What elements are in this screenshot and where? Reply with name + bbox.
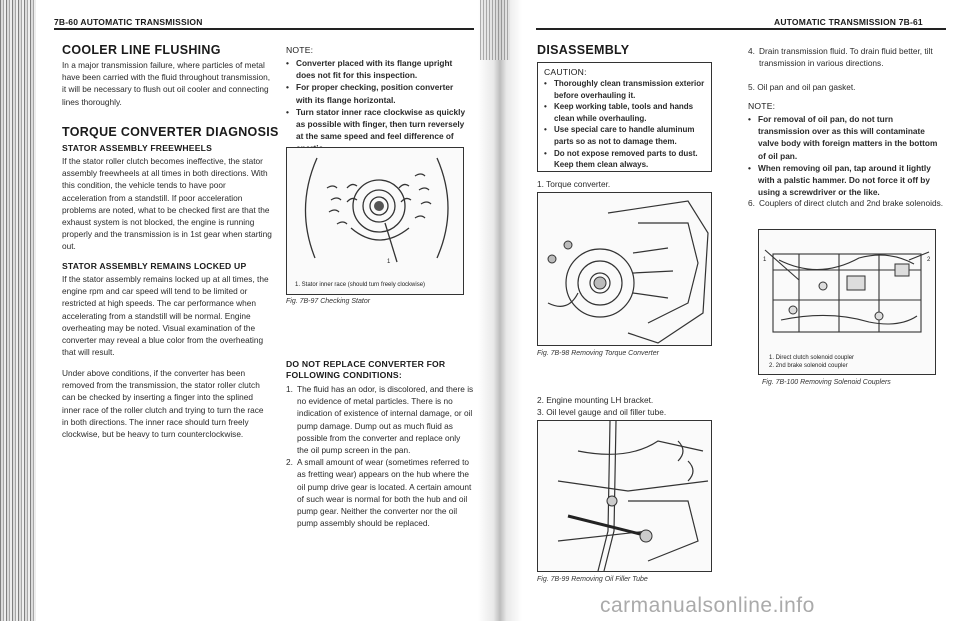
fig100-legend-2: 2. 2nd brake solenoid coupler (769, 363, 848, 369)
step-2: 2. Engine mounting LH bracket. (537, 395, 654, 405)
caution-item: • Do not expose removed parts to dust. Keep them clean always. (544, 148, 705, 171)
left-note-list (286, 57, 472, 155)
do-not-replace-list (286, 383, 474, 529)
step-3: 3. Oil level gauge and oil filler tube. (537, 407, 667, 417)
right-note-item: • When removing oil pan, tap around it lightly with a palstic hammer. Do not force it off by using a screwdriver or the like. (748, 162, 944, 199)
cooler-line-flushing-body: In a major transmission failure, where particles of metal have been carried with the fluid throughout transmission, it will be necessary to flush out oil cooler and connecting lines thoroughly. (62, 60, 271, 107)
item-text: A small amount of wear (sometimes referred to as fretting wear) appears on the hub where the oil pump drive gear is located. A certain amount of such wear is normal for both the hub and oil pump gear. Neither the converter nor the oil pump assembly should be replaced. (297, 457, 472, 529)
watermark: carmanualsonline.info (600, 594, 815, 617)
step-6 (748, 197, 944, 209)
fig100-legend-1: 1. Direct clutch solenoid coupler (769, 355, 855, 361)
left-note-item: • Converter placed with its flange upright does not fit for this inspection. (286, 57, 472, 81)
caution-box (537, 62, 712, 172)
caution-item: • Use special care to handle aluminum parts so as not to damage them. (544, 124, 705, 147)
item-text: Couplers of direct clutch and 2nd brake solenoids. (759, 198, 944, 208)
caution-label: CAUTION: (544, 67, 587, 77)
step-1: 1. Torque converter. (537, 179, 611, 189)
item-text: Drain transmission fluid. To drain fluid better, tilt transmission in various directions. (759, 46, 933, 69)
step-5: 5. Oil pan and oil pan gasket. (748, 82, 856, 92)
item-number: 4. (748, 46, 755, 56)
stator-freewheels-body: If the stator roller clutch becomes ineffective, the stator assembly freewheels at all times in both directions. With this condition, the vehicle tends to have poor acceleration from a standstill. If poor acceleration problems are noted, what to be checked first are that the exhaust system is not blocked, the engine is running properly and the transmission is in 1st gear when starting out. (62, 156, 272, 252)
fig100-callout-1: 1 (763, 257, 767, 263)
torque-converter-illustration (538, 193, 712, 346)
left-note-item: • For proper checking, position converter with its flange horizontal. (286, 81, 472, 105)
torque-converter-diagnosis-title: TORQUE CONVERTER DIAGNOSIS (62, 125, 279, 139)
figure-removing-oil-filler-tube (537, 420, 712, 572)
stator-locked-title: STATOR ASSEMBLY REMAINS LOCKED UP (62, 261, 247, 271)
spine-scan-artifact (480, 0, 510, 60)
fig97-legend: 1. Stator inner race (should turn freely clockwise) (295, 282, 426, 288)
item-text: The fluid has an odor, is discolored, and there is no evidence of metal particles. There is no indication of existence of internal damage, or oil pump damage. Dump out as much fluid as possible from the converter and replace only the oil pump screen in the pan. (297, 384, 474, 456)
left-note-item: • Turn stator inner race clockwise as quickly as possible with finger, then turn reversely at the same speed and feel difference of (286, 106, 472, 155)
left-note-label: NOTE: (286, 45, 314, 55)
item-number: 2. (286, 457, 293, 468)
figure-checking-stator (286, 147, 464, 295)
step-4-item (748, 45, 944, 69)
right-note-list (748, 113, 944, 198)
fig97-caption: Fig. 7B-97 Checking Stator (286, 298, 371, 305)
right-note-label: NOTE: (748, 101, 776, 111)
item-number: 1. (286, 384, 293, 394)
fig98-caption: Fig. 7B-98 Removing Torque Converter (537, 350, 659, 357)
fig100-caption: Fig. 7B-100 Removing Solenoid Couplers (762, 379, 891, 386)
left-header-rule (54, 28, 474, 30)
book-spine (478, 0, 522, 621)
fig100-callout-2: 2 (927, 257, 931, 263)
caution-item: • Thoroughly clean transmission exterior before overhauling it. (544, 78, 705, 101)
do-not-replace-title: DO NOT REPLACE CONVERTER FOR FOLLOWING CONDITIONS: (286, 359, 446, 380)
caution-item: • Keep working table, tools and hands clean while overhauling. (544, 101, 705, 124)
step-4 (748, 45, 944, 69)
step-6-item (748, 197, 944, 209)
disassembly-title: DISASSEMBLY (537, 43, 630, 57)
stator-freewheels-title: STATOR ASSEMBLY FREEWHEELS (62, 143, 213, 153)
right-note-item: • For removal of oil pan, do not turn transmission over as this will contaminate valve body with foreign matters in the bottom of oil pan. (748, 113, 944, 162)
stator-locked-body: If the stator assembly remains locked up at all times, the engine rpm and car speed will tend to be limited or restricted at high speeds. The car performance when accelerating from a standstill will be normal. Engine overheating may be noted. Visual examination of the converter may reveal a blue color from the overheating that will result. (62, 274, 269, 358)
caution-list (544, 78, 705, 171)
left-page-header: 7B-60 AUTOMATIC TRANSMISSION (54, 17, 203, 27)
cooler-line-flushing-title: COOLER LINE FLUSHING (62, 43, 221, 57)
page-edge-scan (0, 0, 36, 621)
right-page-header: AUTOMATIC TRANSMISSION 7B-61 (774, 17, 923, 27)
fig99-caption: Fig. 7B-99 Removing Oil Filler Tube (537, 576, 648, 583)
figure-removing-torque-converter (537, 192, 712, 346)
oil-filler-tube-illustration (538, 421, 712, 572)
right-header-rule (536, 28, 946, 30)
stator-illustration (287, 148, 464, 295)
do-not-replace-item (286, 456, 474, 529)
item-number: 6. (748, 198, 755, 208)
do-not-replace-item (286, 383, 474, 456)
figure-removing-solenoid-couplers (758, 229, 936, 375)
under-conditions-body: Under above conditions, if the converter has been removed from the transmission, the stator roller clutch can be checked by inserting a finger into the splined inner race of the roller clutch and trying to turn the race in both directions. The inner race should turn freely clockwise, but be heavy to turn counterclockwise. (62, 368, 264, 440)
fig97-callout: 1 (387, 259, 391, 265)
